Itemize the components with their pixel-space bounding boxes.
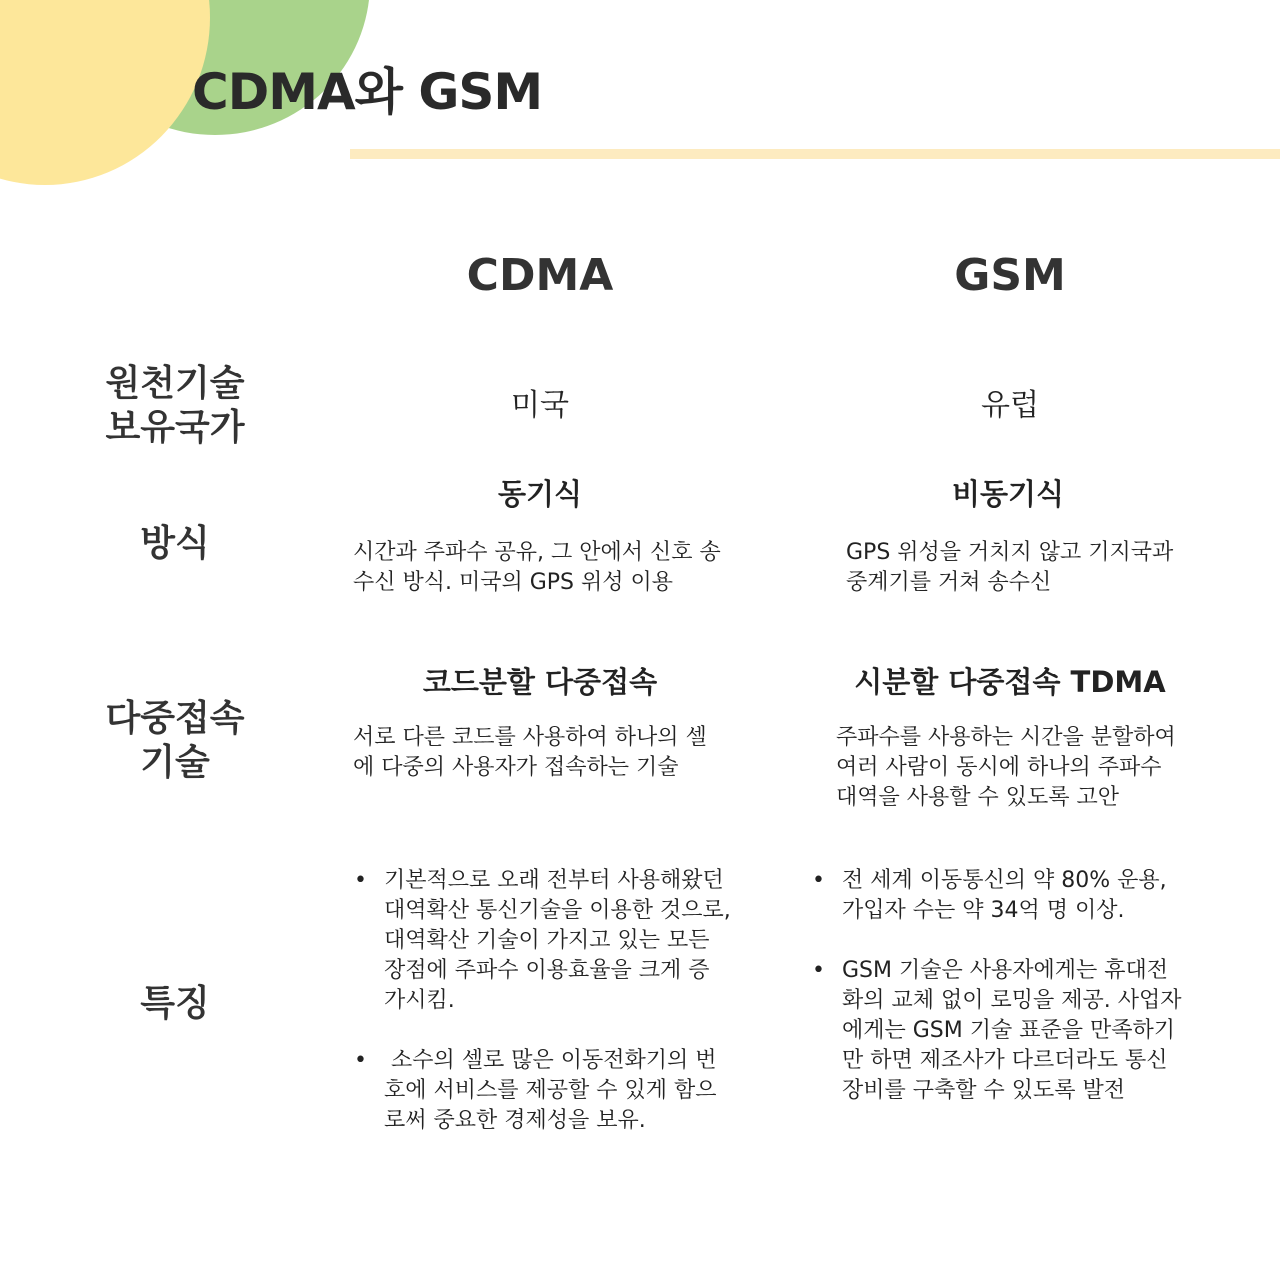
gsm-access-text-line: 대역을 사용할 수 있도록 고안 <box>836 785 1119 810</box>
page-title: CDMA와 GSM <box>192 63 543 121</box>
cdma-method-text-line: 수신 방식. 미국의 GPS 위성 이용 <box>353 570 674 595</box>
list-item-line: 만 하면 제조사가 다르더라도 통신 <box>842 1048 1168 1073</box>
list-item-line: GSM 기술은 사용자에게는 휴대전 <box>842 958 1168 983</box>
list-item-line: 소수의 셀로 많은 이동전화기의 번 <box>384 1048 717 1073</box>
list-item-line: 장비를 구축할 수 있도록 발전 <box>842 1078 1125 1103</box>
gsm-access-text-line: 주파수를 사용하는 시간을 분할하여 <box>836 725 1176 750</box>
column-header-gsm: GSM <box>954 250 1066 301</box>
list-item <box>354 1046 754 1136</box>
cdma-access-text-line: 에 다중의 사용자가 접속하는 기술 <box>353 755 679 780</box>
list-item-line: 장점에 주파수 이용효율을 크게 증 <box>384 958 710 983</box>
list-item-line: 로써 중요한 경제성을 보유. <box>384 1108 646 1133</box>
cdma-method-title: 동기식 <box>497 477 583 511</box>
list-item-line: 기본적으로 오래 전부터 사용해왔던 <box>384 868 724 893</box>
list-item-line: 호에 서비스를 제공할 수 있게 함으 <box>384 1078 717 1103</box>
bullet-icon: • <box>354 868 367 893</box>
gsm-access-text <box>836 723 1216 813</box>
cdma-access-text <box>353 723 733 783</box>
list-item-line: 가시킴. <box>384 988 455 1013</box>
row-label-access <box>80 697 270 785</box>
bullet-icon: • <box>812 958 825 983</box>
row-label-access-line1: 다중접속 <box>105 698 245 739</box>
list-item-line: 화의 교체 없이 로밍을 제공. 사업자 <box>842 988 1182 1013</box>
row-label-origin-line2: 보유국가 <box>105 407 245 448</box>
row-label-origin-line1: 원천기술 <box>105 363 245 404</box>
cdma-access-text-line: 서로 다른 코드를 사용하여 하나의 셀 <box>353 725 707 750</box>
bullet-icon: • <box>354 1048 367 1073</box>
yellow-circle-decoration <box>0 0 210 185</box>
cdma-access-title: 코드분할 다중접속 <box>422 665 658 699</box>
cdma-features-list <box>354 866 754 1166</box>
cdma-origin-value: 미국 <box>511 388 569 423</box>
bullet-icon: • <box>812 868 825 893</box>
list-item-line: 대역확산 기술이 가지고 있는 모든 <box>384 928 710 953</box>
gsm-access-title: 시분할 다중접속 TDMA <box>854 665 1166 699</box>
title-underline-bar <box>350 149 1280 159</box>
list-item-line: 대역확산 통신기술을 이용한 것으로, <box>384 898 731 923</box>
row-label-method: 방식 <box>140 523 210 564</box>
list-item <box>812 866 1232 926</box>
row-label-origin <box>80 362 270 450</box>
gsm-method-title: 비동기식 <box>951 477 1065 511</box>
gsm-method-text-line: 중계기를 거쳐 송수신 <box>846 570 1052 595</box>
gsm-access-text-line: 여러 사람이 동시에 하나의 주파수 <box>836 755 1162 780</box>
gsm-origin-value: 유럽 <box>981 388 1039 423</box>
row-label-access-line2: 기술 <box>140 742 210 783</box>
list-item-line: 가입자 수는 약 34억 명 이상. <box>842 898 1125 923</box>
list-item <box>354 866 754 1016</box>
list-item <box>812 956 1232 1106</box>
gsm-method-text <box>846 538 1226 598</box>
list-item-line: 전 세계 이동통신의 약 80% 운용, <box>842 868 1167 893</box>
cdma-method-text-line: 시간과 주파수 공유, 그 안에서 신호 송 <box>353 540 721 565</box>
list-item-line: 에게는 GSM 기술 표준을 만족하기 <box>842 1018 1175 1043</box>
gsm-method-text-line: GPS 위성을 거치지 않고 기지국과 <box>846 540 1174 565</box>
cdma-method-text <box>353 538 733 598</box>
gsm-features-list <box>812 866 1232 1136</box>
row-label-features: 특징 <box>140 983 210 1024</box>
column-header-cdma: CDMA <box>466 250 614 301</box>
